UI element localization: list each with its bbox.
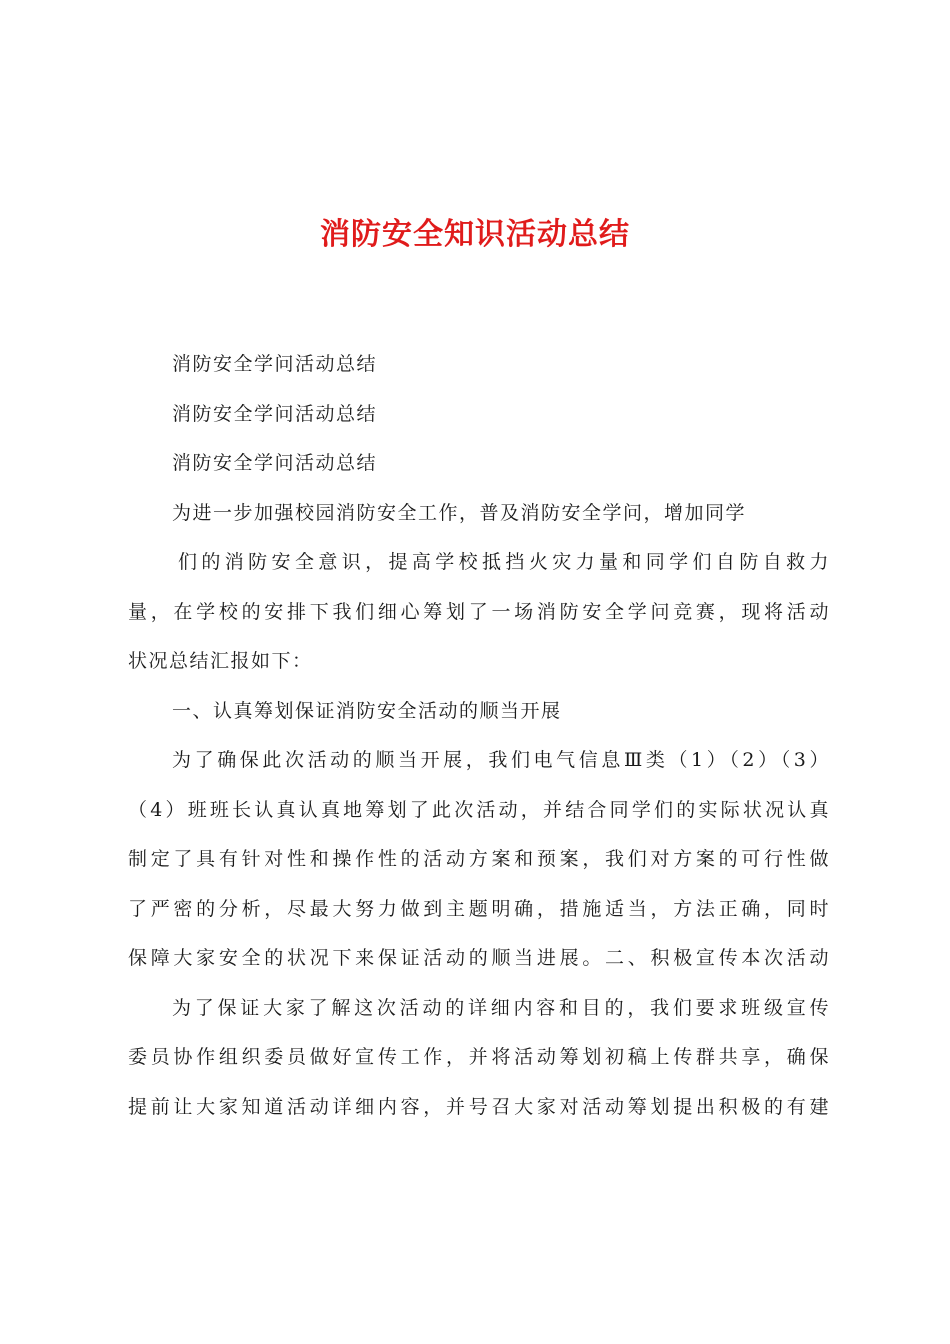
paragraph-line: 量，在学校的安排下我们细心筹划了一场消防安全学问竞赛，现将活动 <box>128 600 830 623</box>
paragraph-line: 状况总结汇报如下： <box>128 650 313 672</box>
subtitle-line: 消防安全学问活动总结 <box>172 402 378 425</box>
paragraph-line: 为了保证大家了解这次活动的详细内容和目的，我们要求班级宣传 <box>172 996 830 1019</box>
paragraph-line: 为了确保此次活动的顺当开展，我们电气信息Ⅲ类（1）（2）（3） <box>172 749 830 771</box>
subtitle-line: 消防安全学问活动总结 <box>172 452 378 474</box>
subtitle-line: 消防安全学问活动总结 <box>172 353 378 375</box>
document-body <box>128 340 830 1132</box>
section-heading: 一、认真筹划保证消防安全活动的顺当开展 <box>172 699 562 722</box>
paragraph-line: （4）班班长认真认真地筹划了此次活动，并结合同学们的实际状况认真 <box>128 798 830 821</box>
paragraph-line: 制定了具有针对性和操作性的活动方案和预案，我们对方案的可行性做 <box>128 848 830 870</box>
paragraph-line: 提前让大家知道活动详细内容，并号召大家对活动筹划提出积极的有建 <box>128 1095 830 1118</box>
document-title: 消防安全知识活动总结 <box>320 217 630 252</box>
paragraph-line: 们的消防安全意识，提高学校抵挡火灾力量和同学们自防自救力 <box>178 551 830 573</box>
paragraph-line: 为进一步加强校园消防安全工作，普及消防安全学问，增加同学 <box>172 501 747 524</box>
paragraph-line: 了严密的分析，尽最大努力做到主题明确，措施适当，方法正确，同时 <box>128 897 830 920</box>
paragraph-line: 委员协作组织委员做好宣传工作，并将活动筹划初稿上传群共享，确保 <box>128 1046 830 1068</box>
paragraph-line: 保障大家安全的状况下来保证活动的顺当进展。二、积极宣传本次活动 <box>128 947 830 969</box>
